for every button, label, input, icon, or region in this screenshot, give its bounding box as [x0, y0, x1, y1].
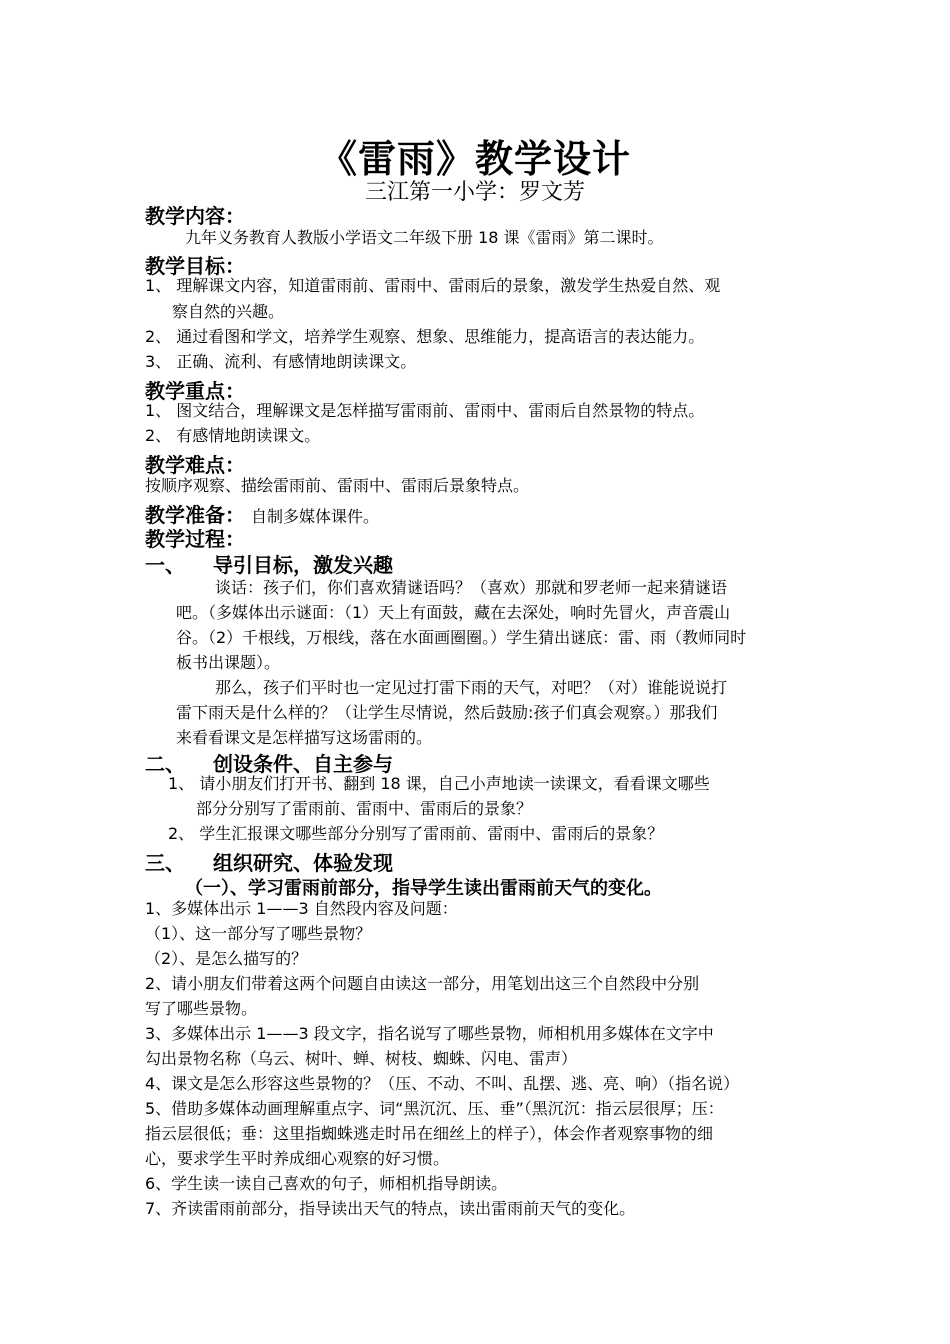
section1-line: 谷。（2）千根线，万根线，落在水面画圈圈。）学生猜出谜底：雷、雨（教师同时	[176, 628, 747, 647]
content-heading: 教学内容：	[145, 204, 245, 228]
section1-line: 雷下雨天是什么样的？（让学生尽情说，然后鼓励:孩子们真会观察。）那我们	[176, 703, 718, 722]
document-title: 《雷雨》教学设计	[318, 136, 631, 181]
section2-line: 1、 请小朋友们打开书、翻到 18 课，自己小声地读一读课文，看看课文哪些	[168, 774, 710, 793]
goal-line: 察自然的兴趣。	[172, 302, 285, 321]
section3-line: 指云层很低；垂：这里指蜘蛛逃走时吊在细丝上的样子），体会作者观察事物的细	[145, 1124, 714, 1143]
section1-line: 吧。（多媒体出示谜面：（1）天上有面鼓，藏在去深处，响时先冒火，声音震山	[176, 603, 731, 622]
goal-line: 1、 理解课文内容，知道雷雨前、雷雨中、雷雨后的景象，激发学生热爱自然、观	[145, 276, 721, 295]
content-text: 九年义务教育人教版小学语文二年级下册 18 课《雷雨》第二课时。	[185, 228, 664, 247]
section3-line: 2、请小朋友们带着这两个问题自由读这一部分，用笔划出这三个自然段中分别	[145, 974, 700, 993]
difficulties-heading: 教学难点：	[145, 453, 245, 477]
section3-title: 组织研究、体验发现	[213, 851, 393, 875]
section1-line: 板书出课题）。	[176, 653, 281, 672]
process-heading: 教学过程：	[145, 527, 245, 551]
key-point-line: 2、 有感情地朗读课文。	[145, 426, 321, 445]
section3-line: 7、齐读雷雨前部分，指导读出天气的特点，读出雷雨前天气的变化。	[145, 1199, 636, 1218]
section3-line: 6、学生读一读自己喜欢的句子，师相机指导朗读。	[145, 1174, 508, 1193]
section3-line: 4、课文是怎么形容这些景物的？（压、不动、不叫、乱摆、逃、亮、响）（指名说）	[145, 1074, 740, 1093]
goal-line: 3、 正确、流利、有感情地朗读课文。	[145, 352, 417, 371]
section1-line: 谈话：孩子们，你们喜欢猜谜语吗？（喜欢）那就和罗老师一起来猜谜语	[215, 578, 728, 597]
preparation-label: 教学准备：	[145, 503, 245, 527]
key-points-heading: 教学重点：	[145, 379, 245, 403]
key-point-line: 1、 图文结合，理解课文是怎样描写雷雨前、雷雨中、雷雨后自然景物的特点。	[145, 401, 705, 420]
section1-line: 来看看课文是怎样描写这场雷雨的。	[176, 728, 433, 747]
section1-heading	[145, 549, 393, 578]
section2-line: 部分分别写了雷雨前、雷雨中、雷雨后的景象？	[196, 799, 533, 818]
section2-heading	[145, 748, 393, 777]
section3-line: 勾出景物名称（乌云、树叶、蝉、树枝、蜘蛛、闪电、雷声）	[145, 1049, 578, 1068]
section1-title: 导引目标，激发兴趣	[213, 553, 393, 577]
goals-heading: 教学目标：	[145, 254, 245, 278]
section3-line: 5、借助多媒体动画理解重点字、词“黑沉沉、压、垂”（黑沉沉：指云层很厚；压：	[145, 1099, 724, 1118]
section3-number: 三、	[145, 851, 185, 875]
section3-line: （1）、这一部分写了哪些景物？	[145, 924, 372, 943]
preparation-text: 自制多媒体课件。	[251, 507, 380, 526]
goal-line: 2、 通过看图和学文，培养学生观察、想象、思维能力，提高语言的表达能力。	[145, 327, 705, 346]
section3-line: 1、多媒体出示 1——3 自然段内容及问题：	[145, 899, 458, 918]
section3-subtitle: （一）、学习雷雨前部分，指导学生读出雷雨前天气的变化。	[185, 878, 662, 899]
section2-line: 2、 学生汇报课文哪些部分分别写了雷雨前、雷雨中、雷雨后的景象？	[168, 824, 664, 843]
section3-line: 3、多媒体出示 1——3 段文字，指名说写了哪些景物，师相机用多媒体在文字中	[145, 1024, 714, 1043]
difficulties-text: 按顺序观察、描绘雷雨前、雷雨中、雷雨后景象特点。	[145, 476, 530, 495]
author-line: 三江第一小学：罗文芳	[364, 180, 585, 205]
section3-heading	[145, 847, 393, 876]
section2-title: 创设条件、自主参与	[213, 752, 393, 776]
section2-number: 二、	[145, 752, 185, 776]
section1-number: 一、	[145, 553, 185, 577]
section3-line: （2）、是怎么描写的？	[145, 949, 308, 968]
section3-line: 写了哪些景物。	[145, 999, 258, 1018]
section3-line: 心，要求学生平时养成细心观察的好习惯。	[145, 1149, 450, 1168]
section1-line: 那么，孩子们平时也一定见过打雷下雨的天气，对吧？（对）谁能说说打	[215, 678, 728, 697]
